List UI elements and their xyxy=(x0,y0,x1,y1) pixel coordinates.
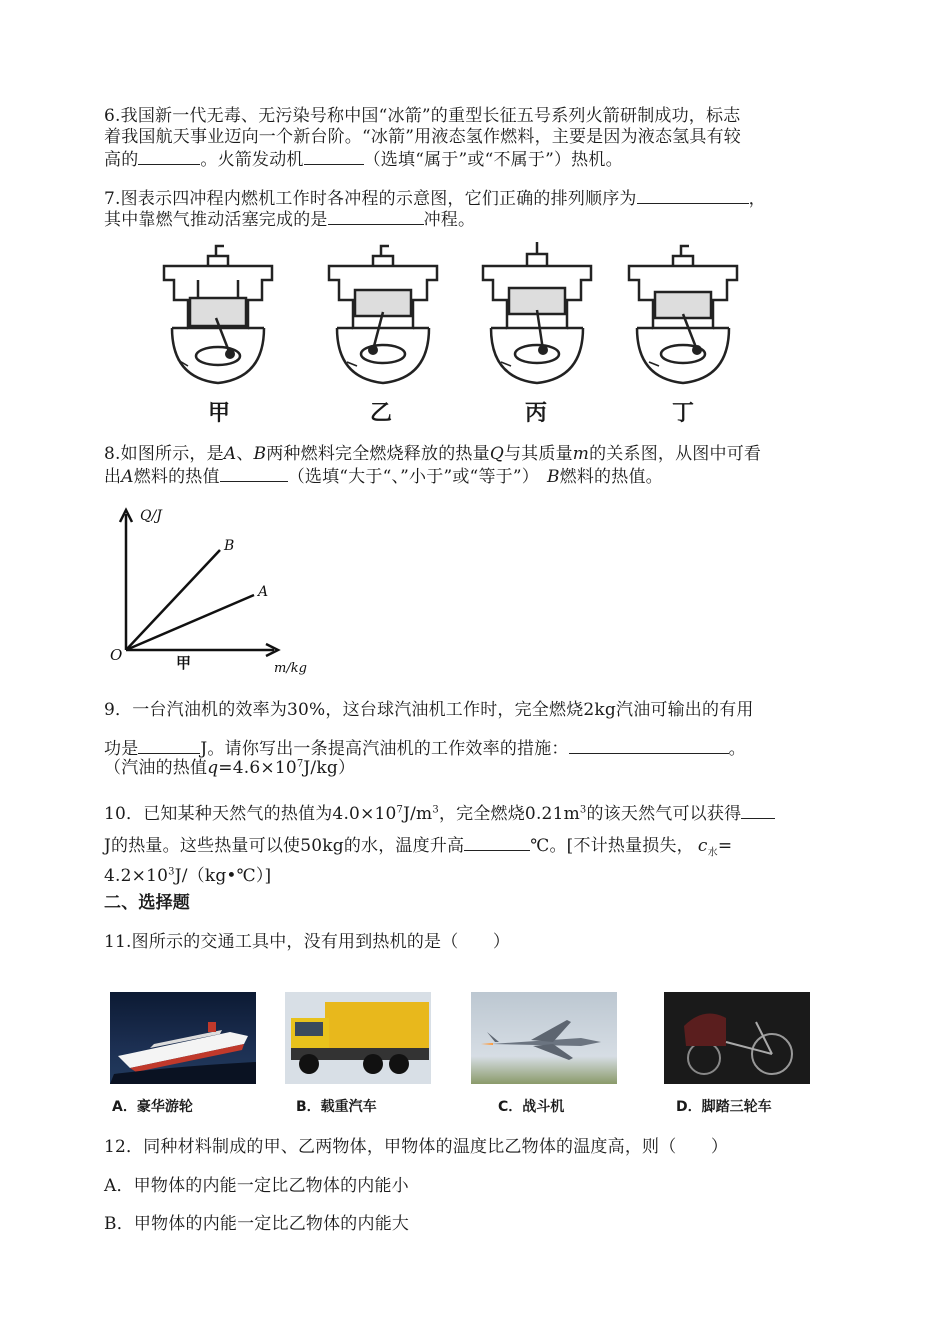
q12-stem: 12．同种材料制成的甲、乙两物体，甲物体的温度比乙物体的温度高，则（ ） xyxy=(104,1137,729,1157)
engine-label-yi: 乙 xyxy=(370,401,393,426)
q12-option-b[interactable]: B．甲物体的内能一定比乙物体的内能大 xyxy=(104,1214,410,1234)
q9-line1: 9．一台汽油机的效率为30%，这台球汽油机工作时，完全燃烧2kg汽油可输出的有用 xyxy=(104,700,754,720)
engine-label-bing: 丙 xyxy=(525,401,548,426)
answer-blank[interactable] xyxy=(328,208,424,225)
q7-line2: 其中靠燃气推动活塞完成的是 冲程。 xyxy=(104,210,476,230)
engine-diagram-exhaust xyxy=(623,238,743,388)
q8-line1: 8.如图所示，是A、B两种燃料完全燃烧释放的热量Q与其质量m的关系图，从图中可看 xyxy=(104,444,762,464)
answer-blank[interactable] xyxy=(138,737,200,754)
option-b-label[interactable]: B．载重汽车 xyxy=(296,1099,377,1115)
answer-blank[interactable] xyxy=(637,187,749,204)
q8-line2: 出A燃料的热值 （选填“大于“、”小于”或“等于”） B燃料的热值。 xyxy=(104,467,663,487)
line-a xyxy=(126,595,254,650)
q10-line1: 10．已知某种天然气的热值为$4.0\times 10^7J/m^3$，完全燃烧$0.21m^3$的该天然气可以获得 xyxy=(104,802,844,825)
answer-blank[interactable] xyxy=(138,148,200,165)
q10-line3: $4.2\times 10^3J/(kg•℃)$] xyxy=(104,866,272,886)
section-heading: 二、选择题 xyxy=(104,893,190,913)
origin-label: O xyxy=(110,646,123,664)
line-b xyxy=(126,550,220,650)
q11-stem: 11.图所示的交通工具中，没有用到热机的是（ ） xyxy=(104,932,511,952)
tricycle-image xyxy=(664,992,810,1084)
answer-blank[interactable] xyxy=(569,737,729,754)
engine-diagram-compression xyxy=(323,238,443,388)
q12-option-a[interactable]: A．甲物体的内能一定比乙物体的内能小 xyxy=(104,1176,409,1196)
engine-diagram-intake xyxy=(158,238,278,388)
q6-line1: 6.我国新一代无毒、无污染号称中国“冰箭”的重型长征五号系列火箭研制成功，标志 xyxy=(104,106,741,126)
q6-line3: 高的 。火箭发动机 （选填“属于”或“不属于”）热机。 xyxy=(104,150,623,170)
cruise-ship-image xyxy=(110,992,256,1084)
q10-line2: J的热量。这些热量可以使50kg的水，温度升高 ℃。[不计热量损失， $c_水=$ xyxy=(104,836,733,859)
option-c-label[interactable]: C．战斗机 xyxy=(498,1099,565,1115)
line-b-label: B xyxy=(224,538,235,554)
engine-diagram-power xyxy=(477,238,597,388)
heat-mass-graph xyxy=(108,500,318,680)
answer-blank[interactable] xyxy=(464,834,530,851)
y-axis-label: Q/J xyxy=(140,508,162,524)
option-a-label[interactable]: A．豪华游轮 xyxy=(112,1099,193,1115)
answer-blank[interactable] xyxy=(741,802,775,819)
line-a-label: A xyxy=(258,584,269,600)
engine-label-ding: 丁 xyxy=(672,401,695,426)
x-axis-label: m/kg xyxy=(274,661,307,676)
answer-blank[interactable] xyxy=(220,465,288,482)
graph-caption: 甲 xyxy=(176,654,192,672)
engine-label-jia: 甲 xyxy=(208,401,231,426)
fighter-jet-image xyxy=(471,992,617,1084)
q7-line1: 7.图表示四冲程内燃机工作时各冲程的示意图，它们正确的排列顺序为 ， xyxy=(104,189,766,209)
dump-truck-image xyxy=(285,992,431,1084)
option-d-label[interactable]: D．脚踏三轮车 xyxy=(676,1099,772,1115)
answer-blank[interactable] xyxy=(304,148,364,165)
q9-line2: 功是 J。请你写出一条提高汽油机的工作效率的措施： 。 xyxy=(104,739,746,759)
q9-line3: （汽油的热值$q=4.6\times 10^7J/kg$） xyxy=(104,758,356,778)
q6-line2: 着我国航天事业迈向一个新台阶。“冰箭”用液态氢作燃料，主要是因为液态氢具有较 xyxy=(104,127,741,147)
